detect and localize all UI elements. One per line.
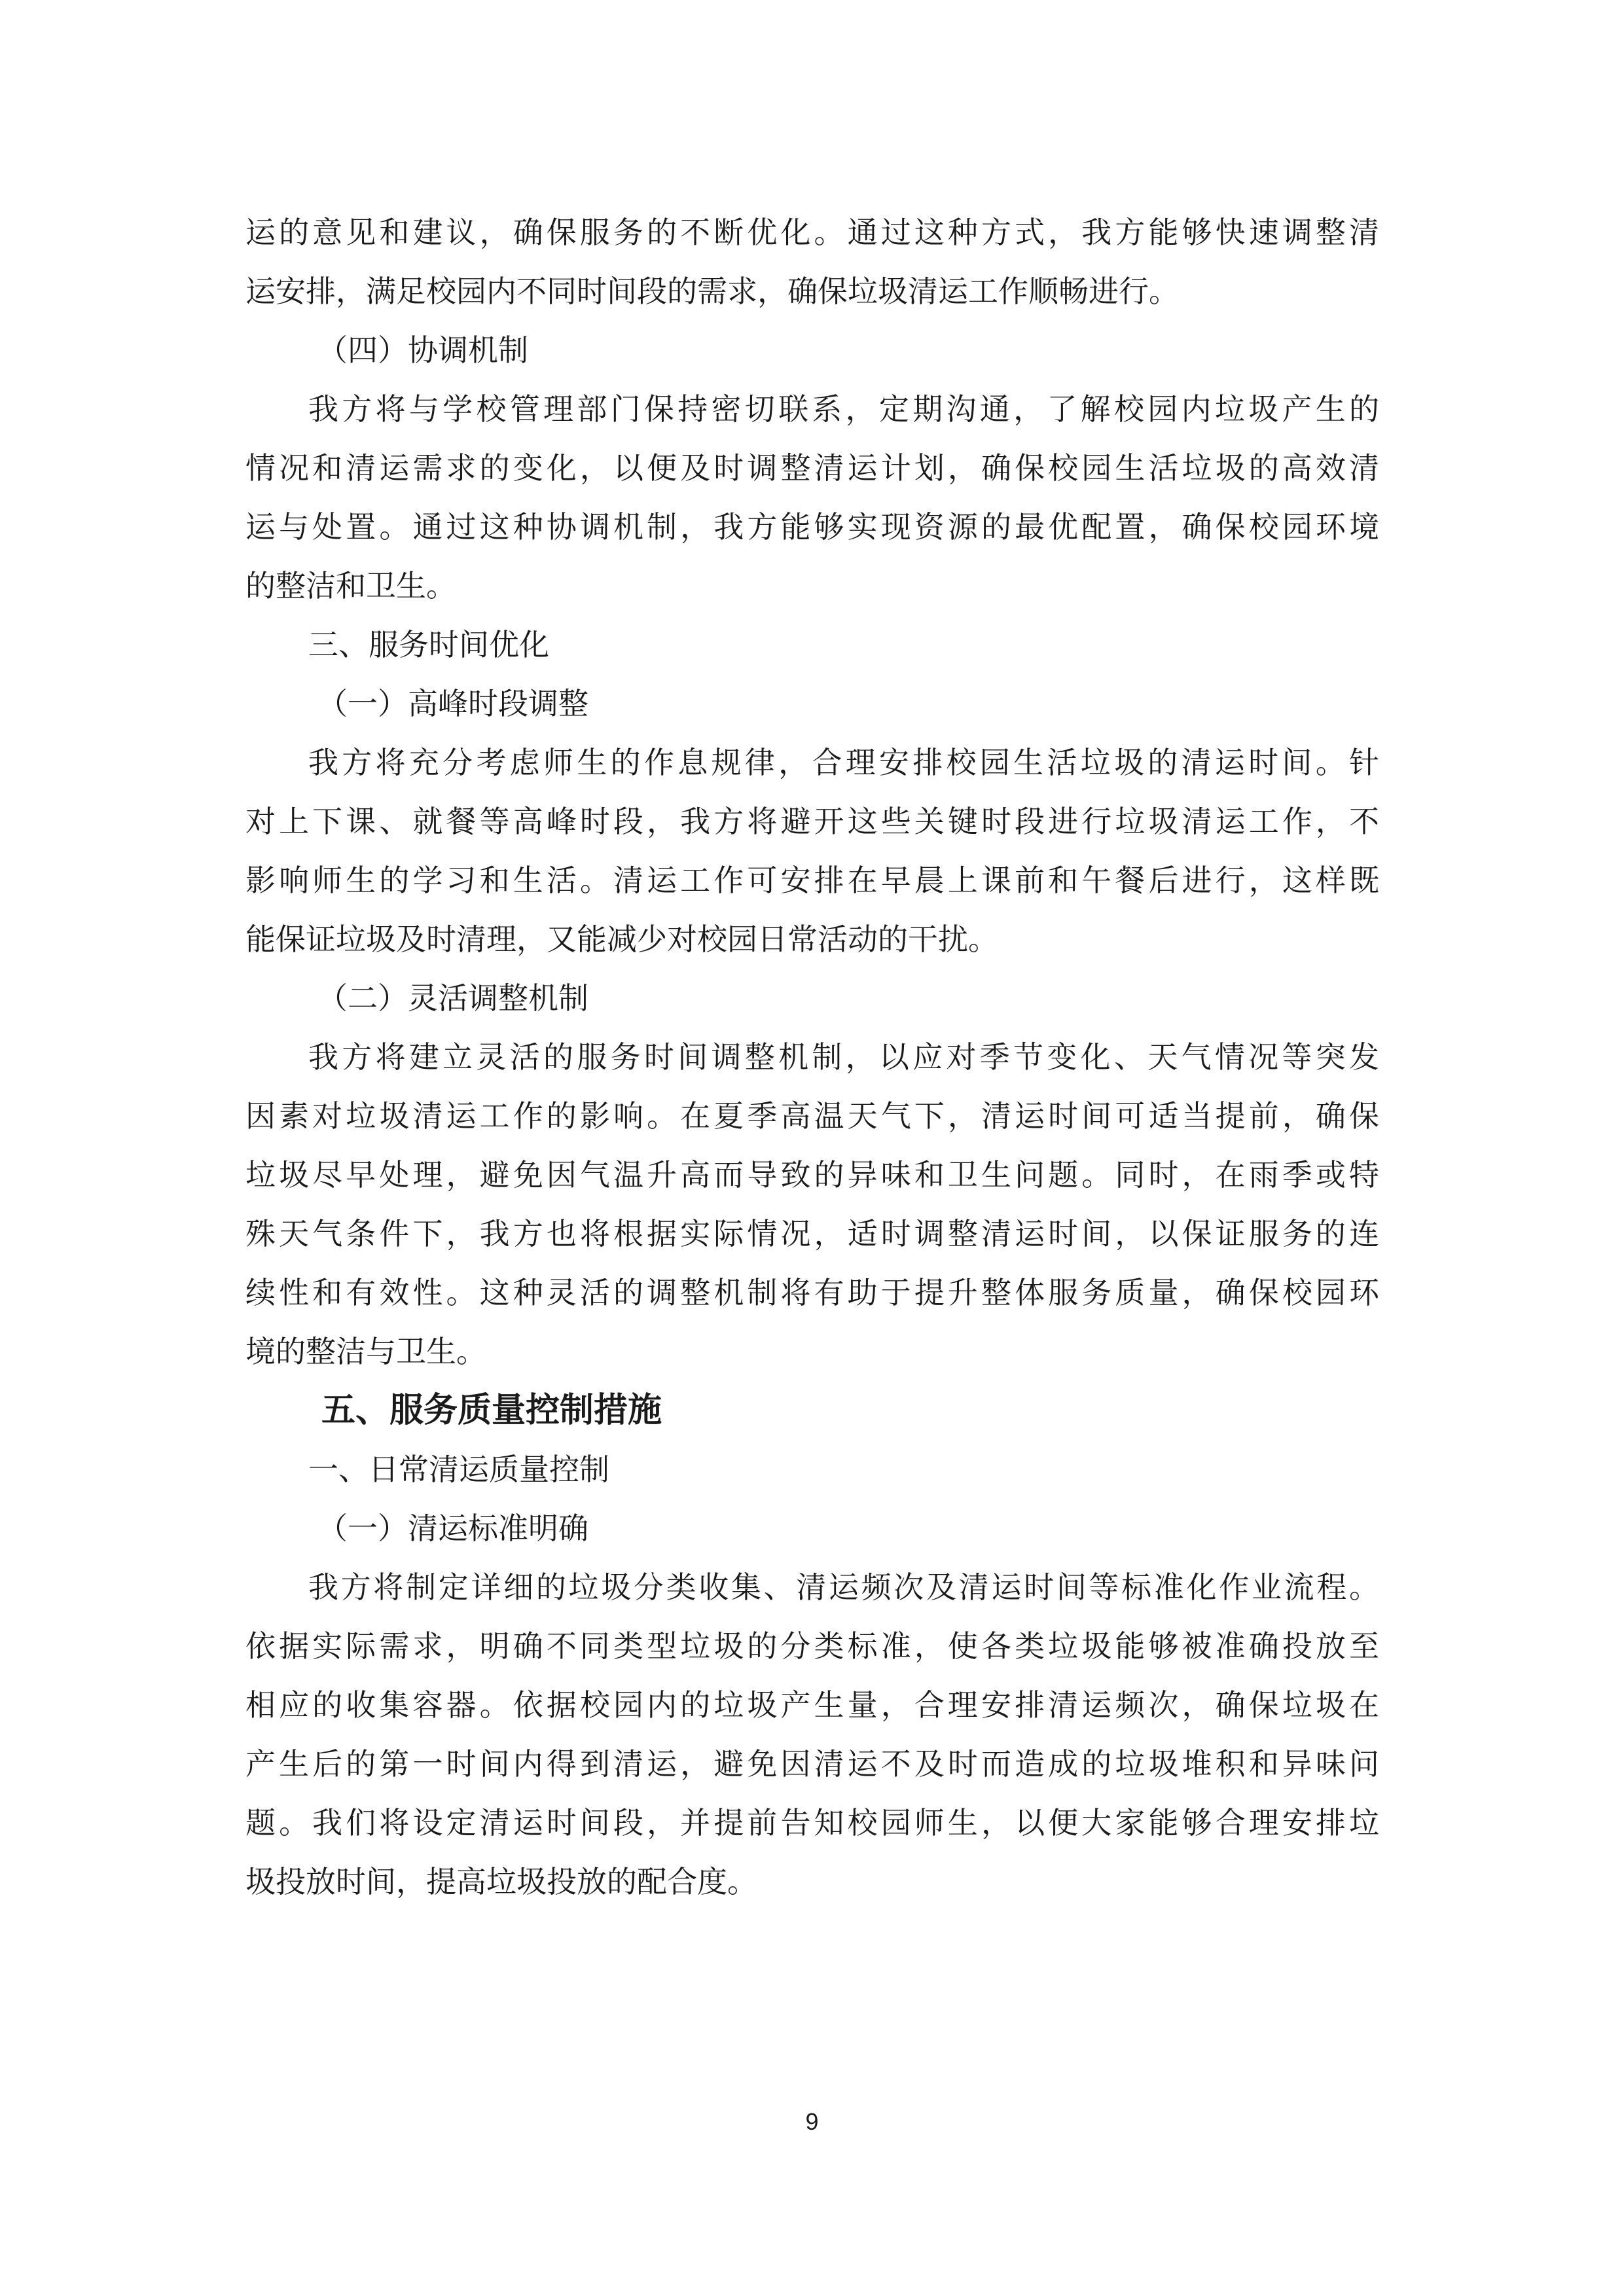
subsection-heading: （一）清运标准明确 <box>317 1511 588 1546</box>
subsection-heading: （二）灵活调整机制 <box>317 980 588 1016</box>
paragraph-line: 运安排，满足校园内不同时间段的需求，确保垃圾清运工作顺畅进行。 <box>245 274 1179 309</box>
paragraph-line: 对上下课、就餐等高峰时段，我方将避开这些关键时段进行垃圾清运工作，不 <box>245 804 1379 839</box>
subsection-heading: （四）协调机制 <box>317 332 528 368</box>
subsection-heading: （一）高峰时段调整 <box>317 686 588 721</box>
paragraph-line: 续性和有效性。这种灵活的调整机制将有助于提升整体服务质量，确保校园环 <box>245 1275 1379 1310</box>
page-content <box>245 203 1379 1911</box>
section-heading: 一、日常清运质量控制 <box>308 1452 609 1487</box>
section-heading: 三、服务时间优化 <box>308 627 549 662</box>
paragraph-line: 我方将与学校管理部门保持密切联系，定期沟通，了解校园内垃圾产生的 <box>308 391 1379 427</box>
paragraph-line: 依据实际需求，明确不同类型垃圾的分类标准，使各类垃圾能够被准确投放至 <box>245 1628 1379 1664</box>
paragraph-line: 圾投放时间，提高垃圾投放的配合度。 <box>245 1864 757 1899</box>
paragraph-line: 因素对垃圾清运工作的影响。在夏季高温天气下，清运时间可适当提前，确保 <box>245 1098 1379 1134</box>
paragraph-line: 运与处置。通过这种协调机制，我方能够实现资源的最优配置，确保校园环境 <box>245 509 1379 545</box>
paragraph-line: 我方将建立灵活的服务时间调整机制，以应对季节变化、天气情况等突发 <box>308 1039 1379 1075</box>
paragraph-line: 能保证垃圾及时清理，又能减少对校园日常活动的干扰。 <box>245 922 998 957</box>
paragraph-line: 我方将制定详细的垃圾分类收集、清运频次及清运时间等标准化作业流程。 <box>308 1570 1379 1605</box>
paragraph-line: 产生后的第一时间内得到清运，避免因清运不及时而造成的垃圾堆积和异味问 <box>245 1746 1379 1782</box>
paragraph-line: 垃圾尽早处理，避免因气温升高而导致的异味和卫生问题。同时，在雨季或特 <box>245 1157 1379 1193</box>
paragraph-line: 相应的收集容器。依据校园内的垃圾产生量，合理安排清运频次，确保垃圾在 <box>245 1687 1379 1723</box>
paragraph-line: 影响师生的学习和生活。清运工作可安排在早晨上课前和午餐后进行，这样既 <box>245 863 1379 898</box>
chapter-heading: 五、服务质量控制措施 <box>321 1391 662 1430</box>
paragraph-line: 的整洁和卫生。 <box>245 568 456 603</box>
paragraph-line: 殊天气条件下，我方也将根据实际情况，适时调整清运时间，以保证服务的连 <box>245 1216 1379 1251</box>
page-number: 9 <box>805 2108 819 2135</box>
paragraph-line: 境的整洁与卫生。 <box>245 1334 486 1369</box>
paragraph-line: 运的意见和建议，确保服务的不断优化。通过这种方式，我方能够快速调整清 <box>245 215 1379 250</box>
paragraph-line: 我方将充分考虑师生的作息规律，合理安排校园生活垃圾的清运时间。针 <box>308 745 1379 780</box>
paragraph-line: 情况和清运需求的变化，以便及时调整清运计划，确保校园生活垃圾的高效清 <box>245 450 1379 486</box>
paragraph-line: 题。我们将设定清运时间段，并提前告知校园师生，以便大家能够合理安排垃 <box>245 1805 1379 1840</box>
